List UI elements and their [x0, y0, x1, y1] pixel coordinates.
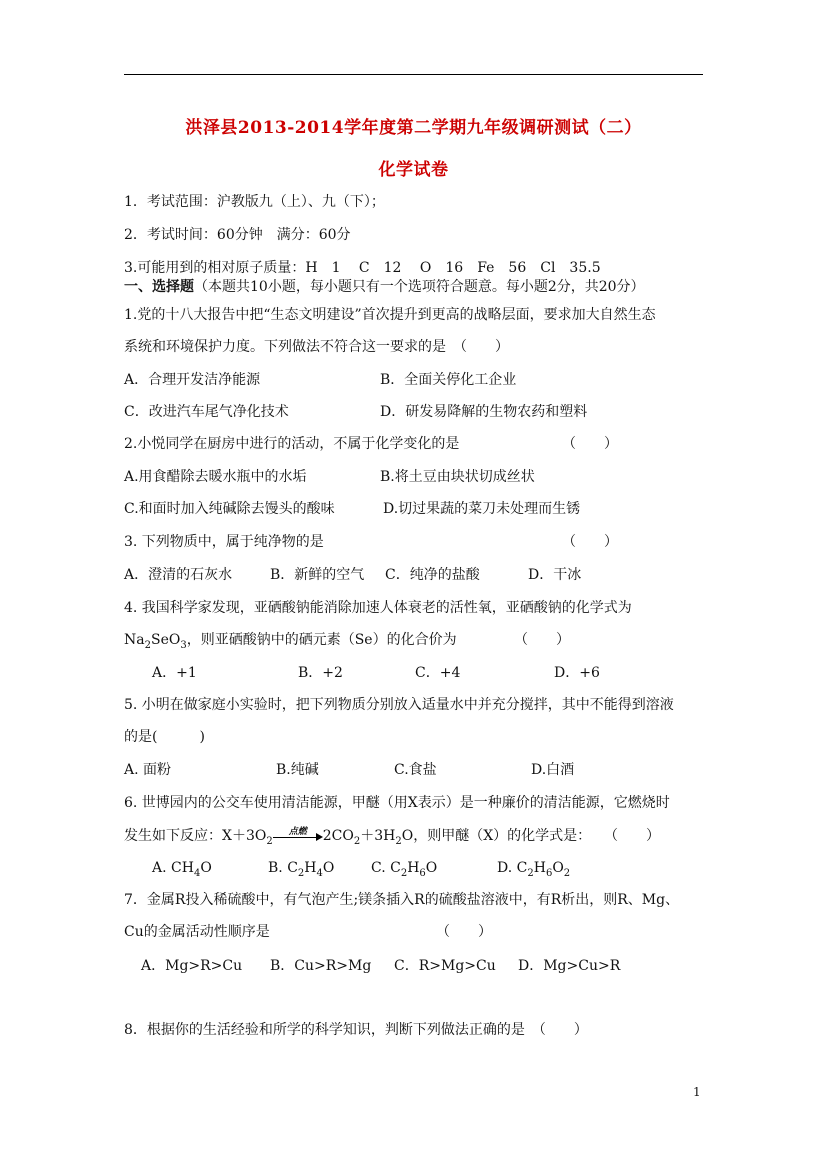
q1-option-d: D．研发易降解的生物农药和塑料: [380, 404, 588, 420]
exam-subtitle: 化学试卷: [378, 160, 449, 180]
q5-option-b: B.纯碱: [276, 762, 319, 778]
q7-option-a: A．Mg>R>Cu: [141, 958, 243, 974]
q6-d-sub2: 6: [545, 867, 553, 879]
q4-option-a: A．+1: [152, 665, 197, 681]
q6-b-post: O: [322, 860, 335, 876]
q5-option-d: D.白酒: [531, 762, 575, 778]
q4-option-c: C．+4: [415, 665, 461, 681]
q6-c-text: C. C: [371, 860, 401, 876]
page-number: 1: [693, 1085, 701, 1099]
q6-d-text: D. C: [497, 860, 528, 876]
q2-answer-paren: （ ）: [562, 436, 618, 452]
q7-option-c: C．R>Mg>Cu: [394, 958, 496, 974]
q4-stem-rest: ，则亚硒酸钠中的硒元素（Se）的化合价为: [186, 632, 457, 648]
q6-option-a: [152, 859, 212, 883]
q6-c-mid: H: [407, 860, 420, 876]
section-heading: [124, 278, 645, 296]
q5-stem-line1: 5. 小明在做家庭小实验时，把下列物质分别放入适量水中并充分搅拌，其中不能得到溶液: [124, 697, 674, 713]
q6-c-sub2: 6: [419, 867, 426, 879]
q6-b-sub1: 2: [297, 867, 305, 879]
q7-answer-paren: （ ）: [436, 924, 492, 940]
q4-stem-line1: 4. 我国科学家发现，亚硒酸钠能消除加速人体衰老的活性氧，亚硒酸钠的化学式为: [124, 600, 632, 616]
q1-stem-line2: 系统和环境保护力度。下列做法不符合这一要求的是 （ ）: [124, 339, 509, 355]
q6-c-sub1: 2: [400, 867, 408, 879]
q7-option-b: B．Cu>R>Mg: [270, 958, 372, 974]
q8-stem: 8．根据你的生活经验和所学的科学知识，判断下列做法正确的是 （ ）: [124, 1022, 588, 1038]
q4-formula-seo-sub: 3: [180, 639, 187, 651]
q6-d-mid: H: [533, 860, 546, 876]
q7-option-d: D．Mg>Cu>R: [518, 958, 621, 974]
q6-equation-line: [124, 827, 591, 851]
q3-option-d: D．干冰: [528, 567, 582, 583]
q6-eq-mid2: ＋3H: [360, 828, 396, 844]
note-time: 2．考试时间：60分钟 满分：60分: [124, 227, 351, 243]
q6-b-sub2: 4: [316, 867, 323, 879]
q4-formula-na: Na: [124, 632, 145, 648]
q4-formula-seo: SeO: [150, 632, 181, 648]
q6-option-b: [268, 859, 334, 883]
q4-option-b: B．+2: [298, 665, 343, 681]
q2-option-a: A.用食醋除去暖水瓶中的水垢: [124, 469, 307, 485]
q6-eq-sub3: 2: [395, 835, 402, 847]
q6-a-post: O: [200, 860, 212, 876]
q3-option-c: C．纯净的盐酸: [385, 567, 480, 583]
q1-option-c: C．改进汽车尾气净化技术: [124, 404, 289, 420]
q6-eq-mid1: 2CO: [322, 828, 354, 844]
q4-formula-na-sub: 2: [144, 639, 151, 651]
q6-answer-paren: （ ）: [604, 828, 660, 844]
q1-stem-line1: 1.党的十八大报告中把“生态文明建设”首次提升到更高的战略层面，要求加大自然生态: [124, 307, 656, 323]
q5-stem-line2: 的是( ): [124, 729, 205, 745]
q6-eq-suffix: O，则甲醚（X）的化学式是：: [401, 828, 592, 844]
q1-option-b: B．全面关停化工企业: [380, 372, 517, 388]
q2-option-c: C.和面时加入纯碱除去馒头的酸味: [124, 501, 335, 517]
q6-option-c: [371, 859, 437, 883]
q2-option-b: B.将土豆由块状切成丝状: [380, 469, 535, 485]
q2-stem: 2.小悦同学在厨房中进行的活动，不属于化学变化的是: [124, 436, 460, 452]
note-scope: 1．考试范围：沪教版九（上）、九（下）；: [124, 194, 385, 210]
q6-d-post: O: [552, 860, 564, 876]
q2-option-d: D.切过果蔬的菜刀未处理而生锈: [383, 501, 581, 517]
q3-option-b: B．新鲜的空气: [270, 567, 365, 583]
q5-option-a: A. 面粉: [124, 762, 172, 778]
q3-stem: 3. 下列物质中，属于纯净物的是: [124, 534, 324, 550]
q6-a-sub: 4: [193, 867, 201, 879]
q4-answer-paren: （ ）: [514, 632, 570, 648]
q6-d-sub3: 2: [563, 867, 571, 879]
section-note: （本题共10小题，每小题只有一个选项符合题意。每小题2分，共20分）: [194, 279, 645, 295]
note-atomic-mass: 3.可能用到的相对原子质量：H 1 C 12 O 16 Fe 56 Cl 35.5: [124, 260, 601, 276]
q6-d-sub1: 2: [527, 867, 534, 879]
q6-eq-sub1: 2: [266, 835, 273, 847]
q6-b-text: B. C: [268, 860, 298, 876]
q7-stem-line1: 7．金属R投入稀硫酸中，有气泡产生;镁条插入R的硫酸盐溶液中，有R析出，则R、Mg、: [124, 892, 680, 908]
reaction-condition: 点燃: [288, 827, 307, 837]
q6-eq-prefix: 发生如下反应：X＋3O: [124, 828, 267, 844]
q6-c-post: O: [425, 860, 438, 876]
q6-a-text: A. CH: [152, 860, 194, 876]
q6-b-mid: H: [304, 860, 317, 876]
q4-option-d: D．+6: [554, 665, 600, 681]
q6-eq-sub2: 2: [353, 835, 361, 847]
q5-option-c: C.食盐: [394, 762, 437, 778]
q6-option-d: [497, 859, 570, 883]
q7-stem-line2: Cu的金属活动性顺序是: [124, 924, 270, 940]
exam-title: 洪泽县2013-2014学年度第二学期九年级调研测试（二）: [185, 118, 642, 138]
reaction-arrow-icon: [273, 829, 323, 843]
q6-stem-line1: 6. 世博园内的公交车使用清洁能源，甲醚（用X表示）是一种廉价的清洁能源，它燃烧时: [124, 795, 670, 811]
header-rule: [124, 74, 703, 75]
q3-option-a: A．澄清的石灰水: [124, 567, 233, 583]
q3-answer-paren: （ ）: [562, 534, 618, 550]
q1-option-a: A．合理开发洁净能源: [124, 372, 261, 388]
section-title: 一、选择题: [124, 279, 194, 295]
q4-stem-line2: [124, 631, 457, 655]
